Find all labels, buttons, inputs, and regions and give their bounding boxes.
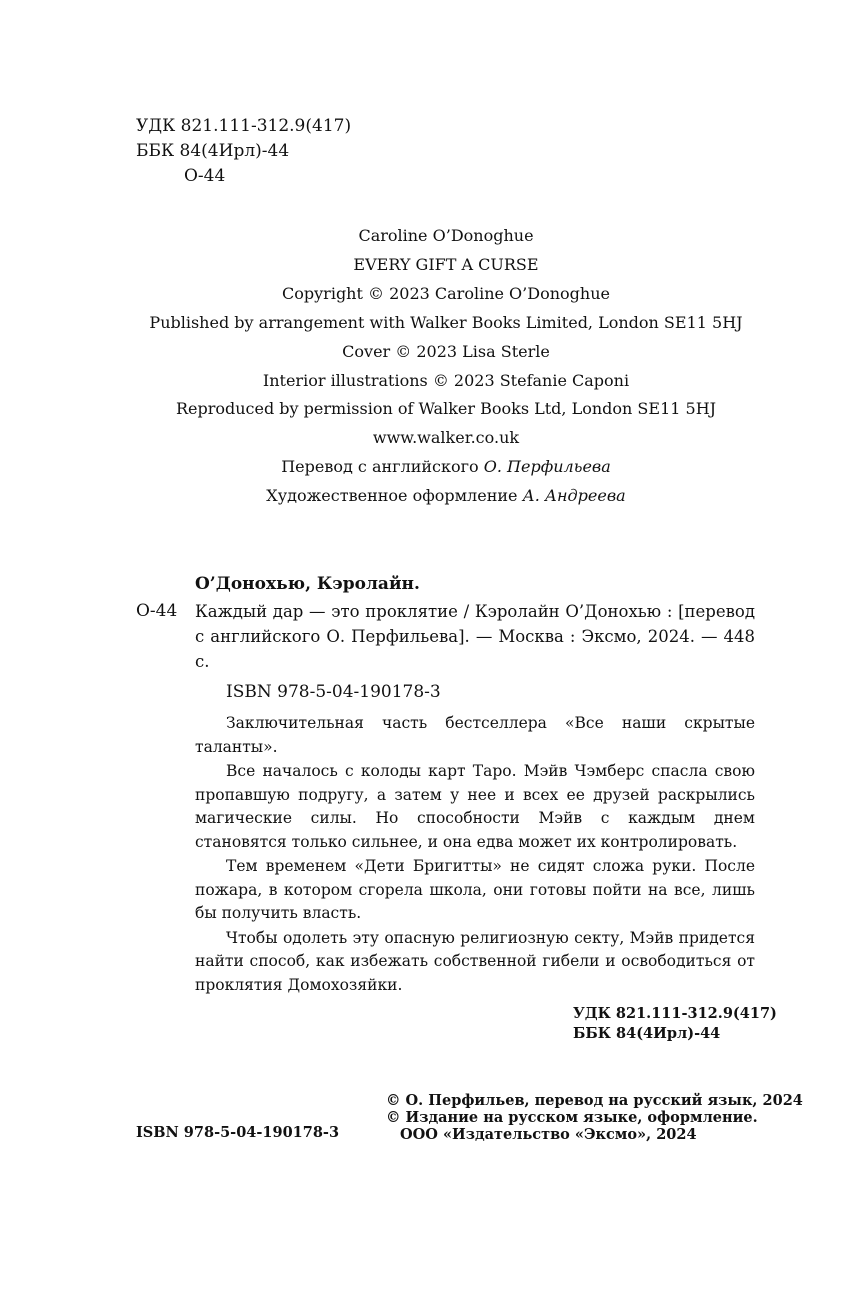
website: www.walker.co.uk bbox=[372, 428, 520, 448]
title-original: EVERY GIFT A CURSE bbox=[353, 254, 539, 274]
credits-block bbox=[0, 222, 845, 511]
footer-isbn: ISBN 978-5-04-190178-3 bbox=[136, 1124, 340, 1141]
footer-copyright bbox=[386, 1092, 803, 1143]
udk-code: УДК 821.111-312.9(417) bbox=[136, 116, 352, 136]
author-original: Caroline O’Donoghue bbox=[358, 226, 534, 245]
record-udk: УДК 821.111-312.9(417) bbox=[573, 1005, 777, 1022]
classification-codes bbox=[136, 114, 351, 189]
record-isbn: ISBN 978-5-04-190178-3 bbox=[226, 682, 441, 702]
annotation bbox=[195, 712, 755, 998]
annotation-paragraph: Тем временем «Дети Бригитты» не сидят сложа руки. После пожара, в котором сгорела школа, они готовы пойти на все, лишь бы получить власть. bbox=[195, 857, 755, 922]
reproduced-notice: Reproduced by permission of Walker Books Ltd, London SE11 5HJ bbox=[175, 399, 717, 419]
record-author-mark: О-44 bbox=[136, 601, 178, 621]
design-credit bbox=[0, 482, 845, 511]
cover-credit: Cover © 2023 Lisa Sterle bbox=[342, 341, 550, 361]
published-notice: Published by arrangement with Walker Books Limited, London SE11 5HJ bbox=[149, 312, 743, 332]
designer-name: А. Андреева bbox=[522, 486, 626, 506]
copyright-edition: © Издание на русском языке, оформление. bbox=[386, 1109, 758, 1126]
copyright-original: Copyright © 2023 Caroline O’Donoghue bbox=[282, 283, 610, 303]
publisher-name: ООО «Издательство «Эксмо», 2024 bbox=[400, 1126, 697, 1143]
bbk-code: ББК 84(4Ирл)-44 bbox=[136, 141, 290, 161]
interior-credit: Interior illustrations © 2023 Stefanie Caponi bbox=[262, 370, 630, 390]
bibliographic-description: Каждый дар — это проклятие / Кэролайн О’Донохью : [перевод с английского О. Перфильева]. — Москва : Эксмо, 2024. — 448 с. bbox=[195, 602, 755, 671]
author-heading: О’Донохью, Кэролайн. bbox=[195, 574, 420, 594]
annotation-paragraph: Заключительная часть бестселлера «Все наши скрытые таланты». bbox=[195, 714, 755, 756]
design-label: Художественное оформление bbox=[266, 486, 518, 506]
translation-label: Перевод с английского bbox=[281, 457, 479, 477]
annotation-paragraph: Чтобы одолеть эту опасную религиозную секту, Мэйв придется найти способ, как избежать собственной гибели и освободиться от проклятия Домохозяйки. bbox=[195, 928, 755, 994]
annotation-paragraph: Все началось с колоды карт Таро. Мэйв Чэмберс спасла свою пропавшую подругу, а затем у нее и всех ее друзей раскрылись магические силы. Но способности Мэйв с каждым днем становятся только сильнее, и она едва может их контролировать. bbox=[195, 762, 755, 851]
copyright-translation: © О. Перфильев, перевод на русский язык, 2024 bbox=[386, 1092, 803, 1109]
record-bbk: ББК 84(4Ирл)-44 bbox=[573, 1025, 721, 1042]
record-codes bbox=[573, 1004, 777, 1044]
author-mark: О-44 bbox=[184, 166, 226, 186]
translation-credit bbox=[0, 453, 845, 482]
translator-name: О. Перфильева bbox=[483, 457, 611, 477]
